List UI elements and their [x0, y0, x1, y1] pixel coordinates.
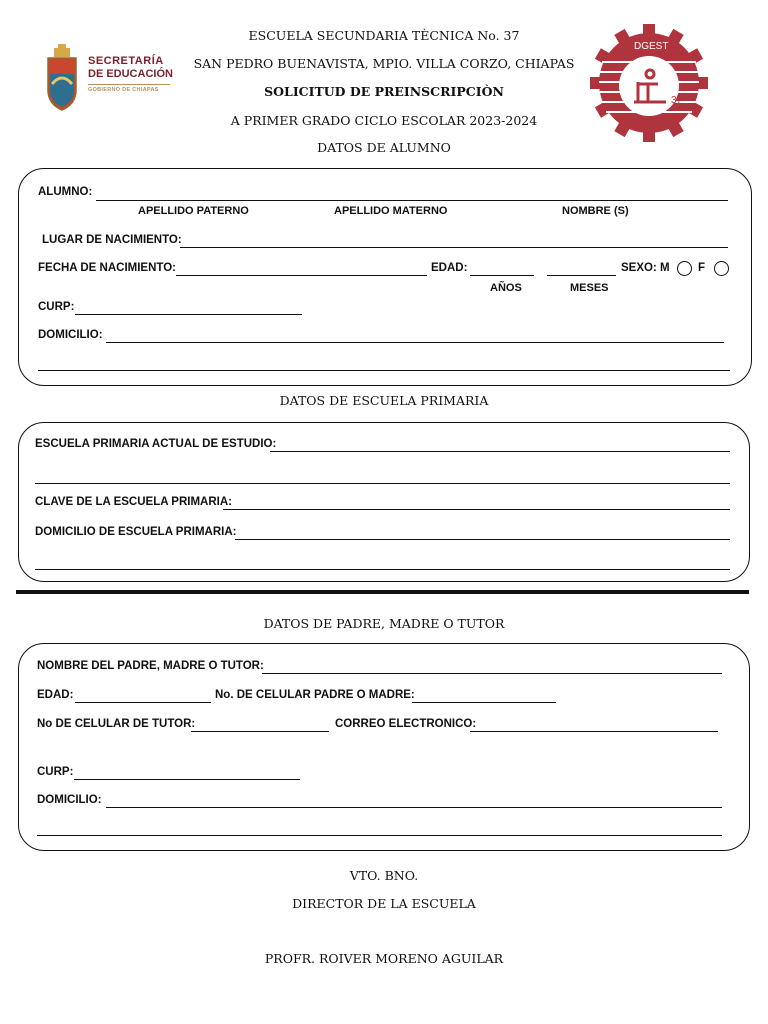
domicilio-primaria-label: DOMICILIO DE ESCUELA PRIMARIA: — [35, 526, 237, 538]
section-title-primaria: DATOS DE ESCUELA PRIMARIA — [279, 393, 489, 408]
dgest-number: 37 — [671, 95, 683, 106]
domicilio-label: DOMICILIO: — [38, 329, 103, 341]
clave-primaria-label: CLAVE DE LA ESCUELA PRIMARIA: — [35, 496, 232, 508]
nombre-tutor-field[interactable] — [262, 673, 722, 674]
edad-tutor-label: EDAD: — [37, 689, 74, 701]
edad-anos-field[interactable] — [470, 275, 534, 276]
domicilio-tutor-field[interactable] — [106, 807, 722, 808]
section-divider — [16, 590, 749, 594]
meses-caption: MESES — [570, 282, 609, 294]
sexo-f-label: F — [698, 262, 706, 274]
form-subtitle: A PRIMER GRADO CICLO ESCOLAR 2023-2024 — [230, 113, 538, 128]
celular-padre-label: No. DE CELULAR PADRE O MADRE: — [215, 689, 415, 701]
domicilio-tutor-label: DOMICILIO: — [37, 794, 102, 806]
fecha-nacimiento-field[interactable] — [176, 275, 427, 276]
logo-line-educacion: DE EDUCACIÓN — [88, 68, 173, 80]
apellido-paterno-caption: APELLIDO PATERNO — [138, 205, 249, 217]
domicilio-primaria-field[interactable] — [235, 539, 730, 540]
sexo-label: SEXO: M — [621, 262, 670, 274]
domicilio-tutor-field-line2[interactable] — [37, 835, 722, 836]
edad-meses-field[interactable] — [547, 275, 616, 276]
correo-label: CORREO ELECTRONICO: — [335, 718, 477, 730]
alumno-name-field[interactable] — [96, 200, 728, 201]
lugar-nacimiento-field[interactable] — [180, 247, 728, 248]
curp-tutor-field[interactable] — [74, 779, 300, 780]
escuela-primaria-field-line2[interactable] — [35, 483, 730, 484]
domicilio-field-line2[interactable] — [38, 370, 730, 371]
nombre-tutor-label: NOMBRE DEL PADRE, MADRE O TUTOR: — [37, 660, 264, 672]
tutor-box — [18, 643, 750, 851]
edad-tutor-field[interactable] — [75, 702, 211, 703]
logo-line-secretaria: SECRETARÍA — [88, 55, 164, 67]
chiapas-shield-icon — [44, 44, 80, 112]
apellido-materno-caption: APELLIDO MATERNO — [334, 205, 448, 217]
director-title: DIRECTOR DE LA ESCUELA — [292, 896, 476, 911]
form-title: SOLICITUD DE PREINSCRIPCIÒN — [264, 84, 504, 99]
nombres-caption: NOMBRE (S) — [562, 205, 629, 217]
domicilio-field[interactable] — [106, 342, 724, 343]
vto-bno: VTO. BNO. — [349, 868, 419, 883]
celular-padre-field[interactable] — [412, 702, 556, 703]
school-location: SAN PEDRO BUENAVISTA, MPIO. VILLA CORZO, CHIAPAS — [193, 56, 575, 71]
section-title-tutor: DATOS DE PADRE, MADRE O TUTOR — [263, 616, 505, 631]
logo-line-gobierno: GOBIERNO DE CHIAPAS — [88, 87, 159, 93]
celular-tutor-label: No DE CELULAR DE TUTOR: — [37, 718, 196, 730]
escuela-primaria-field[interactable] — [270, 451, 730, 452]
school-name: ESCUELA SECUNDARIA TÈCNICA No. 37 — [248, 28, 520, 43]
curp-tutor-label: CURP: — [37, 766, 74, 778]
fecha-nacimiento-label: FECHA DE NACIMIENTO: — [38, 262, 176, 274]
curp-label: CURP: — [38, 301, 75, 313]
lugar-nacimiento-label: LUGAR DE NACIMIENTO: — [42, 234, 182, 246]
curp-field[interactable] — [75, 314, 302, 315]
sexo-f-radio[interactable] — [714, 261, 729, 276]
section-title-alumno: DATOS DE ALUMNO — [317, 140, 451, 155]
clave-primaria-field[interactable] — [223, 509, 730, 510]
domicilio-primaria-field-line2[interactable] — [35, 569, 730, 570]
escuela-primaria-label: ESCUELA PRIMARIA ACTUAL DE ESTUDIO: — [35, 438, 277, 450]
secretaria-educacion-logo — [44, 44, 174, 114]
dgest-text: DGEST — [634, 41, 669, 52]
alumno-label: ALUMNO: — [38, 186, 93, 198]
celular-tutor-field[interactable] — [191, 731, 329, 732]
edad-label: EDAD: — [431, 262, 468, 274]
anos-caption: AÑOS — [490, 282, 522, 294]
director-name: PROFR. ROIVER MORENO AGUILAR — [264, 951, 504, 966]
sexo-m-radio[interactable] — [677, 261, 692, 276]
correo-field[interactable] — [470, 731, 718, 732]
